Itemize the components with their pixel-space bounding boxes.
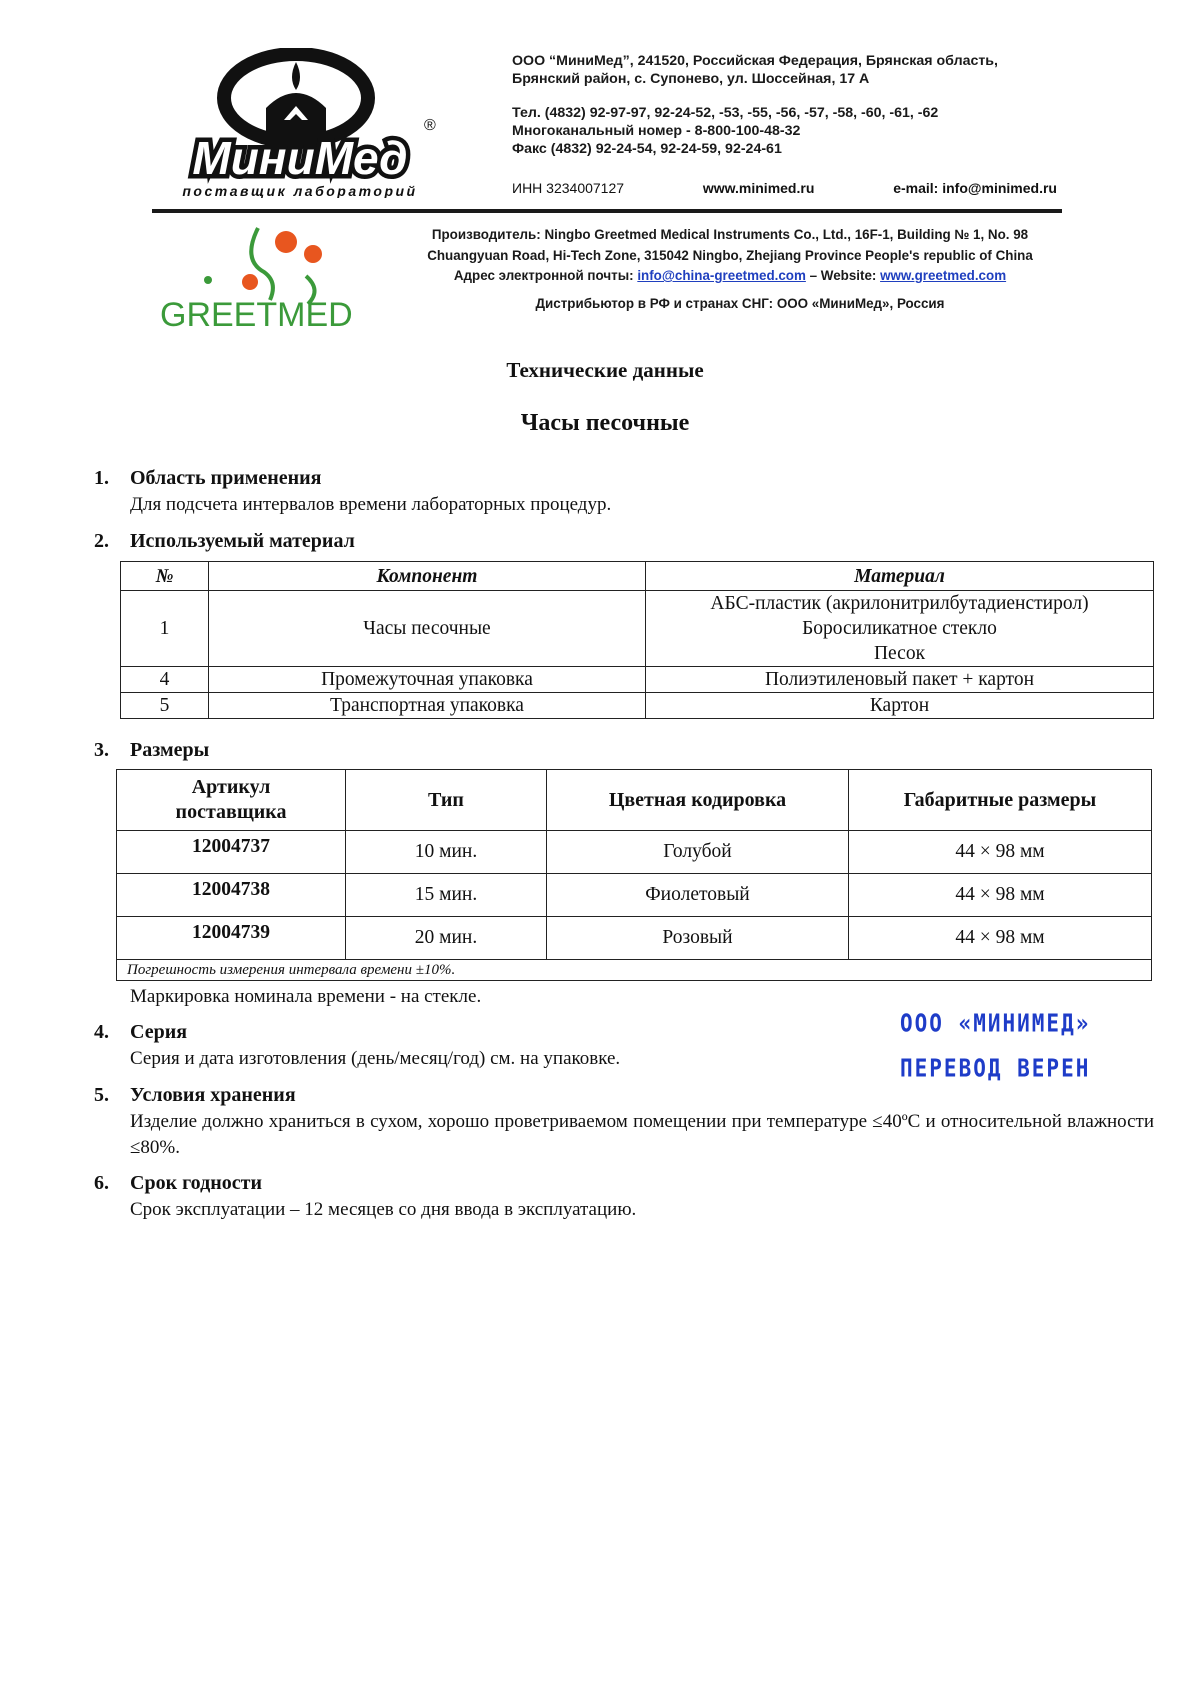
section-title: Используемый материал — [130, 530, 355, 552]
table-row — [121, 693, 1154, 719]
table-cell-article: 12004737 — [117, 831, 346, 874]
table-header-cell: Материал — [646, 562, 1154, 591]
section-number: 3. — [94, 739, 109, 761]
minimed-logo-text: МиниМед — [192, 132, 408, 184]
minimed-tagline: поставщик лабораторий — [182, 183, 418, 198]
manufacturer-contacts — [400, 266, 1060, 287]
table-row — [117, 917, 1152, 960]
table-row — [121, 591, 1154, 667]
section-number: 2. — [94, 530, 109, 552]
company-address-line: ООО “МиниМед”, 241520, Российская Федерация, Брянская область, — [512, 53, 998, 69]
table-header-row — [121, 562, 1154, 591]
document-title: Технические данные — [506, 358, 704, 382]
table-cell-size: 44 × 98 мм — [849, 917, 1152, 960]
sizes-table — [116, 769, 1152, 981]
section-title: Условия хранения — [130, 1084, 296, 1106]
table-header-cell: Габаритные размеры — [849, 770, 1152, 831]
table-cell-component: Часы песочные — [209, 591, 646, 667]
table-cell-size: 44 × 98 мм — [849, 831, 1152, 874]
table-cell-type: 10 мин. — [346, 831, 547, 874]
distributor-info: Дистрибьютор в РФ и странах СНГ: ООО «МиниМед», Россия — [535, 296, 945, 311]
marking-note: Маркировка номинала времени - на стекле. — [130, 986, 482, 1007]
table-cell-article: 12004739 — [117, 917, 346, 960]
section-number: 6. — [94, 1172, 109, 1194]
section-heading — [94, 1172, 262, 1195]
table-cell-no: 5 — [121, 693, 209, 719]
company-info — [512, 52, 1072, 158]
table-row — [117, 831, 1152, 874]
table-header-cell: Тип — [346, 770, 547, 831]
company-contacts — [512, 180, 1057, 196]
mfr-site-label: – Website: — [809, 268, 877, 283]
section-heading — [94, 739, 209, 762]
mfr-email-link[interactable]: info@china-greetmed.com — [637, 268, 806, 283]
section-title: Размеры — [130, 739, 210, 761]
header-divider — [152, 209, 1062, 213]
translation-stamp-verified: ПЕРЕВОД ВЕРЕН — [900, 1053, 1091, 1083]
table-cell-size: 44 × 98 мм — [849, 874, 1152, 917]
section-text: Для подсчета интервалов времени лабораторных процедур. — [130, 494, 612, 515]
section-number: 4. — [94, 1021, 109, 1043]
table-cell-article: 12004738 — [117, 874, 346, 917]
table-cell-material: Полиэтиленовый пакет + картон — [646, 667, 1154, 693]
table-header-cell: Цветная кодировка — [547, 770, 849, 831]
company-address-line: Брянский район, с. Супонево, ул. Шоссейная, 17 А — [512, 71, 870, 87]
manufacturer-info — [400, 225, 1060, 287]
translation-stamp-company: ООО «МИНИМЕД» — [900, 1008, 1091, 1038]
section-heading — [94, 1084, 296, 1107]
section-text: Изделие должно храниться в сухом, хорошо проветриваемом помещении при температуре ≤40ºС и относительной влажности ≤80%. — [130, 1111, 1154, 1158]
company-phone-line: Факс (4832) 92-24-54, 92-24-59, 92-24-61 — [512, 141, 782, 157]
table-cell-color: Розовый — [547, 917, 849, 960]
materials-table — [120, 561, 1154, 719]
table-cell-color: Фиолетовый — [547, 874, 849, 917]
table-row — [121, 667, 1154, 693]
svg-text:®: ® — [424, 117, 436, 134]
manufacturer-line: Chuangyuan Road, Hi-Tech Zone, 315042 Ningbo, Zhejiang Province People's republic of China — [427, 247, 1033, 263]
section-number: 1. — [94, 467, 109, 489]
mfr-email-label: Адрес электронной почты: — [453, 268, 634, 283]
website-link[interactable]: www.minimed.ru — [702, 180, 815, 196]
manufacturer-line: Производитель: Ningbo Greetmed Medical Instruments Co., Ltd., 16F-1, Building № 1, No. 98 — [431, 227, 1029, 242]
company-phone-line: Многоканальный номер - 8-800-100-48-32 — [512, 123, 801, 139]
table-header-cell: № — [121, 562, 209, 591]
mfr-site-link[interactable]: www.greetmed.com — [880, 268, 1007, 283]
minimed-logo — [148, 48, 458, 198]
material-line: Песок — [873, 643, 926, 664]
section-text: Срок эксплуатации – 12 месяцев со дня ввода в эксплуатацию. — [130, 1199, 637, 1220]
table-cell-material — [646, 591, 1154, 667]
company-phone-line: Тел. (4832) 92-97-97, 92-24-52, -53, -55, -56, -57, -58, -60, -61, -62 — [512, 105, 939, 121]
section-number: 5. — [94, 1084, 109, 1106]
table-footnote-row — [117, 960, 1152, 981]
email-link[interactable]: e-mail: info@minimed.ru — [893, 180, 1057, 196]
document-subtitle: Часы песочные — [520, 410, 690, 436]
greetmed-logo — [158, 220, 368, 332]
table-header-text: Артикул поставщика — [175, 776, 287, 823]
table-cell-component: Транспортная упаковка — [209, 693, 646, 719]
inn: ИНН 3234007127 — [512, 180, 625, 196]
table-cell-component: Промежуточная упаковка — [209, 667, 646, 693]
section-heading — [94, 1021, 187, 1044]
table-header-cell: Компонент — [209, 562, 646, 591]
section-title: Срок годности — [130, 1172, 262, 1194]
section-text: Серия и дата изготовления (день/месяц/год) см. на упаковке. — [130, 1048, 621, 1069]
table-cell-no: 1 — [121, 591, 209, 667]
table-cell-no: 4 — [121, 667, 209, 693]
table-cell-type: 20 мин. — [346, 917, 547, 960]
section-heading — [94, 530, 355, 553]
section-heading — [94, 467, 322, 490]
table-cell-material: Картон — [646, 693, 1154, 719]
section-title: Область применения — [130, 467, 322, 489]
greetmed-logo-text: GREETMED — [160, 296, 353, 332]
table-header-row — [117, 770, 1152, 831]
table-row — [117, 874, 1152, 917]
material-line: АБС-пластик (акрилонитрилбутадиенстирол) — [710, 593, 1089, 614]
table-header-cell — [117, 770, 346, 831]
material-line: Боросиликатное стекло — [802, 618, 997, 639]
table-footnote: Погрешность измерения интервала времени ±10%. — [117, 960, 1152, 981]
table-cell-type: 15 мин. — [346, 874, 547, 917]
table-cell-color: Голубой — [547, 831, 849, 874]
section-title: Серия — [130, 1021, 188, 1043]
